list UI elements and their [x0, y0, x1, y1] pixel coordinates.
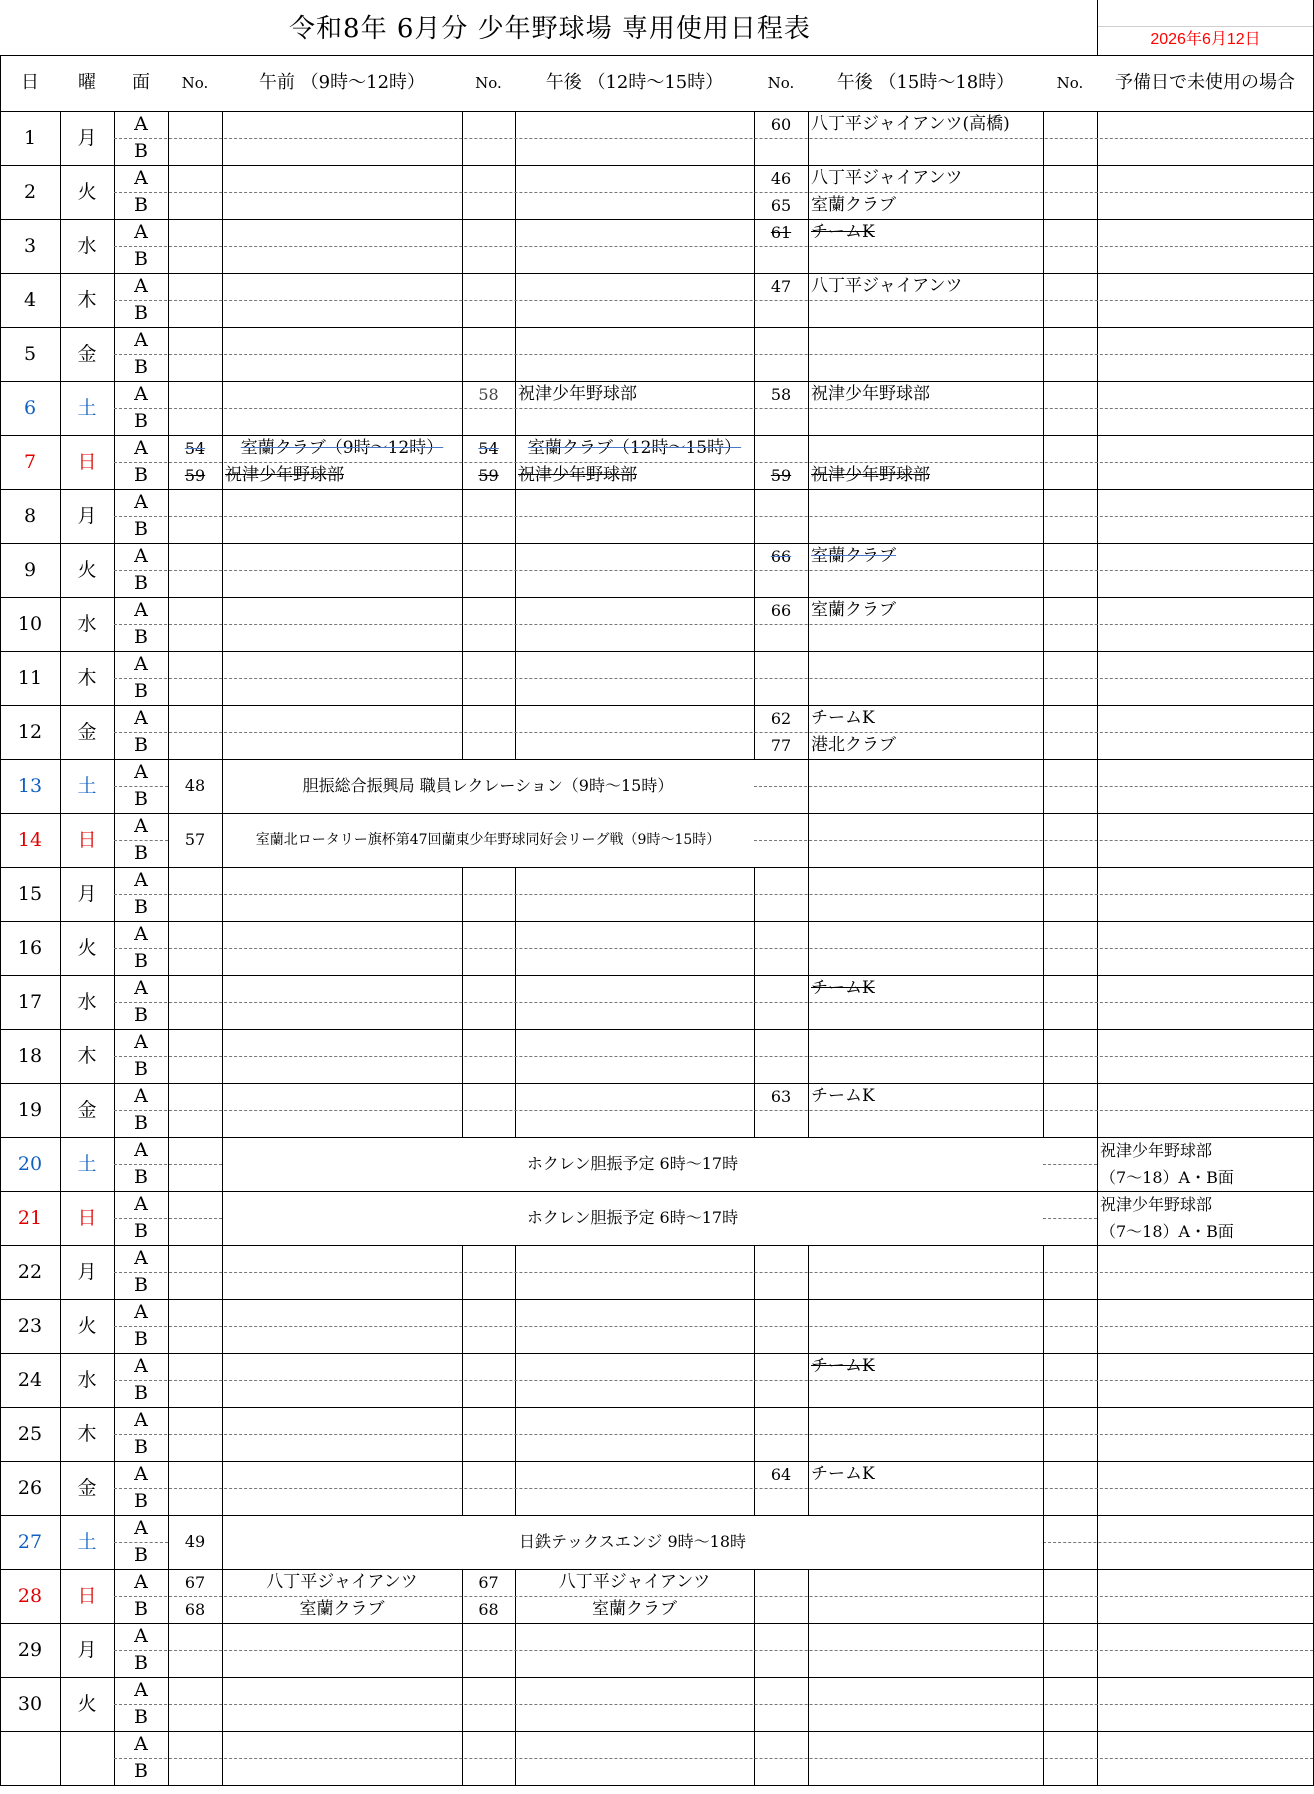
- face-a: A: [134, 1733, 148, 1755]
- face-a: A: [134, 437, 148, 459]
- day-number: 15: [17, 883, 43, 905]
- grid-line: [0, 489, 1314, 490]
- entry-number: 47: [770, 277, 792, 296]
- face-a: A: [134, 1301, 148, 1323]
- day-number: 2: [23, 181, 37, 203]
- page-title: 令和8年 6月分 少年野球場 専用使用日程表: [289, 14, 811, 44]
- grid-line: [0, 1731, 1314, 1732]
- day-number: 8: [23, 505, 37, 527]
- day-number: 21: [17, 1207, 43, 1229]
- face-b: B: [134, 1436, 148, 1458]
- grid-line: [1043, 1515, 1044, 1569]
- entry-name: チームK: [811, 1464, 875, 1484]
- entry-name: 港北クラブ: [811, 735, 896, 755]
- grid-line: [1097, 1191, 1098, 1245]
- face-a: A: [134, 1193, 148, 1215]
- day-number: 24: [17, 1369, 43, 1391]
- day-number: 9: [23, 559, 37, 581]
- grid-line: [1097, 0, 1098, 55]
- column-header: No.: [475, 74, 502, 92]
- face-divider: [114, 1758, 1313, 1759]
- face-b: B: [134, 1544, 148, 1566]
- day-number: 29: [17, 1639, 43, 1661]
- grid-line: [0, 543, 1314, 544]
- grid-line: [168, 1137, 169, 1191]
- day-of-week: 日: [77, 1207, 97, 1229]
- entry-name: ホクレン胆振予定 6時～17時: [526, 1154, 739, 1173]
- day-of-week: 火: [77, 1315, 97, 1337]
- entry-name: 八丁平ジャイアンツ(高橋): [811, 114, 1010, 134]
- day-of-week: 土: [77, 1531, 97, 1553]
- day-number: 4: [23, 289, 37, 311]
- day-of-week: 月: [77, 883, 97, 905]
- face-divider: [114, 624, 1313, 625]
- day-of-week: 水: [77, 613, 97, 635]
- face-divider: [114, 1056, 1313, 1057]
- grid-line: [0, 921, 1314, 922]
- day-of-week: 月: [77, 505, 97, 527]
- face-divider: [754, 840, 1313, 841]
- face-a: A: [134, 221, 148, 243]
- grid-line: [0, 975, 1314, 976]
- face-b: B: [134, 1598, 148, 1620]
- day-of-week: 日: [77, 829, 97, 851]
- entry-number: 66: [770, 601, 792, 620]
- day-of-week: 木: [77, 1423, 97, 1445]
- face-a: A: [134, 1355, 148, 1377]
- entry-number: 59: [770, 466, 792, 485]
- face-b: B: [134, 788, 148, 810]
- day-of-week: 火: [77, 937, 97, 959]
- face-a: A: [134, 599, 148, 621]
- face-a: A: [134, 113, 148, 135]
- entry-name: 祝津少年野球部: [518, 465, 637, 485]
- grid-line: [0, 597, 1314, 598]
- entry-name: 室蘭クラブ: [811, 546, 896, 566]
- day-number: 28: [17, 1585, 43, 1607]
- grid-line: [1097, 813, 1098, 867]
- entry-name: 八丁平ジャイアンツ: [558, 1572, 711, 1592]
- face-a: A: [134, 761, 148, 783]
- face-b: B: [134, 1328, 148, 1350]
- day-of-week: 月: [77, 1261, 97, 1283]
- face-a: A: [134, 1571, 148, 1593]
- face-a: A: [134, 1139, 148, 1161]
- entry-number: 66: [770, 547, 792, 566]
- face-b: B: [134, 626, 148, 648]
- face-b: B: [134, 1382, 148, 1404]
- face-divider: [1043, 1218, 1097, 1219]
- face-a: A: [134, 329, 148, 351]
- entry-number: 67: [184, 1573, 206, 1592]
- face-divider: [114, 1704, 1313, 1705]
- face-divider: [114, 138, 1313, 139]
- face-a: A: [134, 383, 148, 405]
- face-b: B: [134, 680, 148, 702]
- face-b: B: [134, 356, 148, 378]
- day-number: 1: [23, 127, 37, 149]
- entry-name: 室蘭クラブ（9時～12時）: [240, 438, 444, 458]
- day-number: 11: [17, 667, 43, 689]
- face-b: B: [134, 1004, 148, 1026]
- day-number: 16: [17, 937, 43, 959]
- reserve-note: 祝津少年野球部: [1100, 1195, 1213, 1214]
- face-divider: [114, 1002, 1313, 1003]
- day-of-week: 月: [77, 127, 97, 149]
- face-b: B: [134, 1760, 148, 1782]
- issue-date: 2026年6月12日: [1097, 26, 1314, 53]
- grid-line: [0, 1029, 1314, 1030]
- reserve-note: （7～18）A・B面: [1100, 1168, 1234, 1187]
- day-number: 23: [17, 1315, 43, 1337]
- face-b: B: [134, 734, 148, 756]
- face-divider: [114, 1326, 1313, 1327]
- day-number: 18: [17, 1045, 43, 1067]
- face-b: B: [134, 950, 148, 972]
- face-b: B: [134, 1706, 148, 1728]
- grid-line: [0, 1677, 1314, 1678]
- face-a: A: [134, 977, 148, 999]
- day-of-week: 水: [77, 1369, 97, 1391]
- face-a: A: [134, 1625, 148, 1647]
- day-of-week: 土: [77, 1153, 97, 1175]
- entry-number: 59: [478, 466, 499, 485]
- grid-line: [0, 219, 1314, 220]
- day-of-week: 日: [77, 1585, 97, 1607]
- grid-line: [1097, 1137, 1098, 1191]
- entry-number: 49: [184, 1532, 206, 1551]
- entry-name: 祝津少年野球部: [225, 465, 344, 485]
- column-header: No.: [767, 74, 795, 92]
- day-number: 10: [17, 613, 43, 635]
- entry-number: 63: [770, 1087, 792, 1106]
- grid-line: [1043, 759, 1044, 813]
- day-number: 25: [17, 1423, 43, 1445]
- entry-number: 58: [478, 385, 499, 404]
- face-b: B: [134, 518, 148, 540]
- entry-number: 54: [184, 439, 206, 458]
- grid-line: [0, 273, 1314, 274]
- face-a: A: [134, 923, 148, 945]
- grid-line: [0, 867, 1314, 868]
- entry-number: 77: [770, 736, 792, 755]
- entry-name: 室蘭クラブ: [811, 600, 896, 620]
- entry-name: 祝津少年野球部: [811, 465, 930, 485]
- face-b: B: [134, 842, 148, 864]
- grid-line: [808, 759, 809, 813]
- face-a: A: [134, 491, 148, 513]
- face-divider: [114, 894, 1313, 895]
- day-of-week: 木: [77, 667, 97, 689]
- day-of-week: 金: [77, 1477, 97, 1499]
- face-divider: [114, 246, 1313, 247]
- day-of-week: 木: [77, 1045, 97, 1067]
- face-a: A: [134, 653, 148, 675]
- entry-name: 室蘭クラブ: [811, 195, 896, 215]
- day-of-week: 金: [77, 721, 97, 743]
- entry-name: 室蘭クラブ: [592, 1599, 677, 1619]
- day-number: 5: [23, 343, 37, 365]
- grid-line: [60, 1731, 61, 1785]
- face-divider: [114, 1272, 1313, 1273]
- face-b: B: [134, 194, 148, 216]
- face-a: A: [134, 1247, 148, 1269]
- day-of-week: 土: [77, 397, 97, 419]
- column-header: 午前 （9時～12時）: [258, 72, 426, 93]
- face-divider: [114, 408, 1313, 409]
- entry-number: 68: [478, 1600, 499, 1619]
- face-a: A: [134, 1409, 148, 1431]
- entry-name: チームK: [811, 222, 875, 242]
- face-a: A: [134, 167, 148, 189]
- day-number: 3: [23, 235, 37, 257]
- entry-name: 室蘭クラブ: [299, 1599, 385, 1619]
- day-number: 26: [17, 1477, 43, 1499]
- entry-name: ホクレン胆振予定 6時～17時: [526, 1208, 739, 1227]
- entry-number: 60: [770, 115, 792, 134]
- column-header: 面: [132, 72, 150, 93]
- face-a: A: [134, 1031, 148, 1053]
- column-header: 午後 （12時～15時）: [545, 72, 724, 93]
- day-number: 12: [17, 721, 43, 743]
- face-divider: [114, 570, 1313, 571]
- day-of-week: 月: [77, 1639, 97, 1661]
- grid-line: [0, 1623, 1314, 1624]
- entry-name: 胆振総合振興局 職員レクレーション（9時～15時）: [302, 776, 674, 795]
- day-number: 20: [17, 1153, 43, 1175]
- entry-number: 65: [770, 196, 792, 215]
- face-b: B: [134, 1220, 148, 1242]
- entry-name: 日鉄テックスエンジ 9時～18時: [518, 1532, 747, 1551]
- face-b: B: [134, 410, 148, 432]
- day-number: 22: [17, 1261, 43, 1283]
- column-header: No.: [181, 74, 209, 92]
- face-a: A: [134, 1085, 148, 1107]
- face-a: A: [134, 545, 148, 567]
- face-divider: [1043, 1542, 1313, 1543]
- entry-name: 八丁平ジャイアンツ: [266, 1572, 418, 1592]
- day-of-week: 木: [77, 289, 97, 311]
- face-a: A: [134, 1679, 148, 1701]
- face-divider: [114, 354, 1313, 355]
- grid-line: [1043, 813, 1044, 867]
- grid-line: [0, 1299, 1314, 1300]
- face-divider: [114, 1434, 1313, 1435]
- face-a: A: [134, 1517, 148, 1539]
- entry-name: 八丁平ジャイアンツ: [811, 276, 963, 296]
- grid-line: [808, 813, 809, 867]
- face-b: B: [134, 1652, 148, 1674]
- grid-line: [0, 1407, 1314, 1408]
- grid-line: [0, 327, 1314, 328]
- day-number: 14: [17, 829, 43, 851]
- face-b: B: [134, 1274, 148, 1296]
- face-divider: [114, 516, 1313, 517]
- grid-line: [1097, 759, 1098, 813]
- face-b: B: [134, 1490, 148, 1512]
- face-b: B: [134, 1166, 148, 1188]
- entry-name: 室蘭クラブ（12時～15時）: [527, 438, 742, 458]
- grid-line: [0, 165, 1314, 166]
- entry-number: 64: [770, 1465, 792, 1484]
- entry-name: 祝津少年野球部: [811, 384, 930, 404]
- column-header: 予備日で未使用の場合: [1115, 72, 1295, 93]
- column-header: 曜: [78, 72, 96, 93]
- day-number: 6: [23, 397, 37, 419]
- day-number: 17: [17, 991, 43, 1013]
- grid-line: [0, 1083, 1314, 1084]
- face-b: B: [134, 1058, 148, 1080]
- face-b: B: [134, 1112, 148, 1134]
- reserve-note: 祝津少年野球部: [1100, 1141, 1213, 1160]
- entry-number: 68: [184, 1600, 206, 1619]
- entry-name: 八丁平ジャイアンツ: [811, 168, 963, 188]
- grid-line: [0, 1245, 1314, 1246]
- face-divider: [114, 1488, 1313, 1489]
- grid-line: [0, 759, 1314, 760]
- entry-name: チームK: [811, 708, 875, 728]
- face-divider: [114, 678, 1313, 679]
- grid-line: [0, 1353, 1314, 1354]
- day-number: 30: [17, 1693, 43, 1715]
- face-b: B: [134, 302, 148, 324]
- entry-number: 62: [770, 709, 792, 728]
- column-header: 午後 （15時～18時）: [836, 72, 1015, 93]
- entry-name: 室蘭北ロータリー旗杯第47回蘭東少年野球同好会リーグ戦（9時～15時）: [255, 832, 721, 848]
- grid-line: [0, 1461, 1314, 1462]
- column-header: 日: [21, 72, 39, 93]
- entry-number: 58: [770, 385, 792, 404]
- grid-line: [0, 1515, 1314, 1516]
- entry-name: チームK: [811, 978, 875, 998]
- grid-line: [0, 705, 1314, 706]
- entry-name: チームK: [811, 1086, 875, 1106]
- day-of-week: 水: [77, 235, 97, 257]
- face-b: B: [134, 248, 148, 270]
- entry-number: 54: [478, 439, 499, 458]
- entry-name: チームK: [811, 1356, 875, 1376]
- face-a: A: [134, 1463, 148, 1485]
- grid-line: [0, 111, 1314, 112]
- day-of-week: 火: [77, 559, 97, 581]
- day-of-week: 火: [77, 1693, 97, 1715]
- grid-line: [1097, 1515, 1098, 1569]
- entry-number: 61: [770, 223, 792, 242]
- day-number: 27: [17, 1531, 43, 1553]
- face-divider: [114, 1380, 1313, 1381]
- day-of-week: 金: [77, 1099, 97, 1121]
- entry-number: 46: [770, 169, 792, 188]
- grid-line: [0, 55, 1, 1785]
- day-of-week: 日: [77, 451, 97, 473]
- face-divider: [114, 732, 1313, 733]
- face-a: A: [134, 275, 148, 297]
- entry-number: 59: [184, 466, 206, 485]
- face-divider: [114, 948, 1313, 949]
- face-a: A: [134, 815, 148, 837]
- day-number: 19: [17, 1099, 43, 1121]
- grid-line: [168, 1191, 169, 1245]
- reserve-note: （7～18）A・B面: [1100, 1222, 1234, 1241]
- face-b: B: [134, 896, 148, 918]
- face-divider: [114, 300, 1313, 301]
- grid-line: [0, 1785, 1314, 1786]
- day-of-week: 金: [77, 343, 97, 365]
- day-number: 13: [17, 775, 43, 797]
- entry-name: 祝津少年野球部: [518, 384, 637, 404]
- entry-number: 48: [184, 776, 206, 795]
- face-divider: [114, 1650, 1313, 1651]
- entry-number: 57: [184, 830, 206, 849]
- face-b: B: [134, 140, 148, 162]
- day-number: 7: [23, 451, 37, 473]
- face-a: A: [134, 869, 148, 891]
- face-divider: [114, 192, 1313, 193]
- entry-number: 67: [478, 1573, 499, 1592]
- face-a: A: [134, 707, 148, 729]
- face-divider: [1043, 1164, 1097, 1165]
- face-divider: [114, 1110, 1313, 1111]
- day-of-week: 火: [77, 181, 97, 203]
- day-of-week: 水: [77, 991, 97, 1013]
- day-of-week: 土: [77, 775, 97, 797]
- face-b: B: [134, 464, 148, 486]
- grid-line: [0, 813, 1314, 814]
- grid-line: [0, 55, 1314, 56]
- face-divider: [754, 786, 1313, 787]
- column-header: No.: [1056, 74, 1084, 92]
- face-b: B: [134, 572, 148, 594]
- grid-line: [0, 651, 1314, 652]
